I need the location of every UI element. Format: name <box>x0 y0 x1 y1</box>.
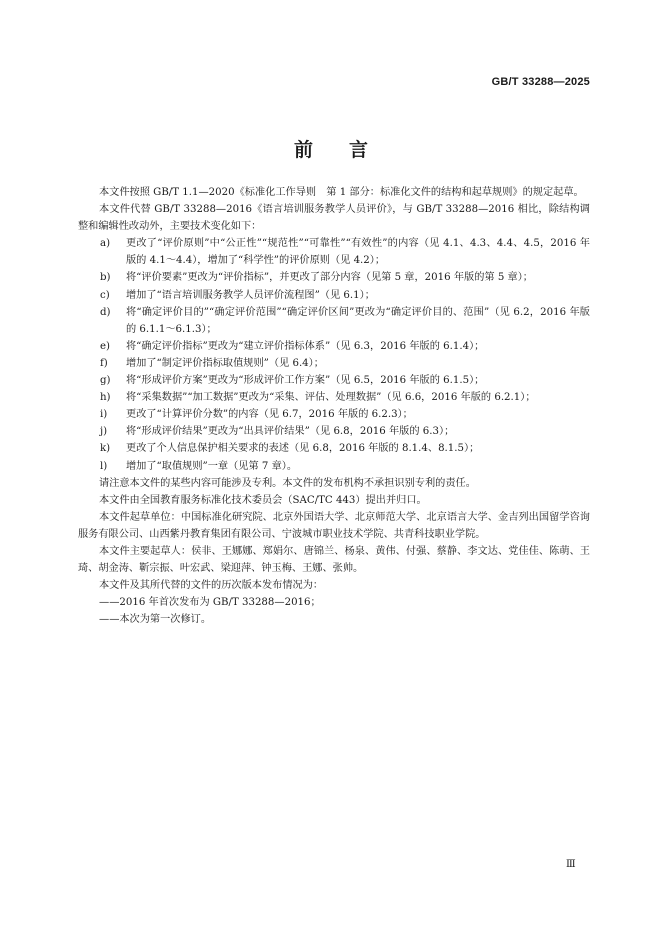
intro-paragraph-1: 本文件按照 GB/T 1.1—2020《标准化工作导则 第 1 部分：标准化文件的结构和起草规则》的规定起草。 <box>99 187 584 198</box>
list-item <box>78 440 590 457</box>
list-item-text: 更改了个人信息保护相关要求的表述（见 6.8，2016 年版的 8.1.4、8.1.5）； <box>126 443 480 455</box>
drafters-paragraph: 本文件主要起草人：侯非、王娜娜、郑娟尔、唐锦兰、杨泉、黄伟、付强、蔡静、李文达、党佳佳、陈萌、王琦、胡金涛、靳宗振、叶宏武、梁迎萍、钟玉梅、王娜、张帅。 <box>78 545 590 575</box>
list-marker: i) <box>100 409 108 421</box>
history-item: ——2016 年首次发布为 GB/T 33288—2016； <box>99 597 321 609</box>
list-item-text: 将“采集数据”“加工数据”更改为“采集、评估、处理数据”（见 6.6，2016 年版的 6.2.1）； <box>126 392 536 404</box>
list-item-text: 将“确定评价指标”更改为“建立评价指标体系”（见 6.3，2016 年版的 6.1.4）； <box>126 340 485 352</box>
history-item: ——本次为第一次修订。 <box>99 614 212 626</box>
list-item-text: 将“形成评价方案”更改为“形成评价工作方案”（见 6.5，2016 年版的 6.1.5）； <box>126 375 485 387</box>
list-marker: c) <box>100 289 110 301</box>
page-title: 前言 <box>293 139 404 161</box>
list-item <box>78 372 590 389</box>
patent-notice: 请注意本文件的某些内容可能涉及专利。本文件的发布机构不承担识别专利的责任。 <box>99 477 476 489</box>
list-marker: l) <box>100 460 108 472</box>
drafting-units-paragraph: 本文件起草单位：中国标准化研究院、北京外国语大学、北京师范大学、北京语言大学、金吉列出国留学咨询服务有限公司、山西紫丹教育集团有限公司、宁波城市职业技术学院、共青科技职业学院。 <box>78 511 590 540</box>
list-item <box>78 338 590 355</box>
page-number: Ⅲ <box>566 859 576 870</box>
list-item <box>78 355 590 372</box>
list-item-text: 更改了“计算评价分数”的内容（见 6.7，2016 年版的 6.2.3）； <box>126 409 413 421</box>
standard-code-header: GB/T 33288—2025 <box>491 76 590 88</box>
list-marker: d) <box>100 306 111 318</box>
list-marker: f) <box>100 357 108 369</box>
list-marker: g) <box>100 375 111 387</box>
list-item <box>78 458 590 475</box>
list-marker: a) <box>100 238 111 250</box>
list-item-text: 增加了“制定评价指标取值规则”（见 6.4）； <box>126 357 324 369</box>
document-body <box>78 184 590 628</box>
list-item <box>78 389 590 406</box>
list-item-text: 增加了“语言培训服务教学人员评价流程图”（见 6.1）； <box>126 289 375 301</box>
list-item <box>78 235 590 269</box>
list-item-text: 将“形成评价结果”更改为“出具评价结果”（见 6.8，2016 年版的 6.3）； <box>126 426 455 438</box>
history-intro-paragraph: 本文件及其所代替的文件的历次版本发布情况为： <box>99 580 324 592</box>
committee-paragraph: 本文件由全国教育服务标准化技术委员会（SAC/TC 443）提出并归口。 <box>99 494 427 506</box>
list-item-text: 将“确定评价目的”“确定评价范围”“确定评价区间”更改为“确定评价目的、范围”（见 6.2，2016 年版的 6.1.1～6.1.3）； <box>126 306 590 335</box>
list-marker: j) <box>100 426 108 438</box>
changes-list <box>78 235 590 474</box>
list-marker: k) <box>100 443 111 455</box>
list-item <box>78 423 590 440</box>
list-item-text: 更改了“评价原则”中“公正性”“规范性”“可靠性”“有效性”的内容（见 4.1、4.3、4.4、4.5，2016 年版的 4.1～4.4），增加了“科学性”的评价原则（见 4.2）； <box>126 238 590 267</box>
list-item <box>78 406 590 423</box>
list-marker: e) <box>100 340 111 352</box>
list-item <box>78 304 590 338</box>
list-item <box>78 269 590 286</box>
list-marker: h) <box>100 392 111 404</box>
list-marker: b) <box>100 272 111 284</box>
list-item-text: 增加了“取值规则”一章（见第 7 章）。 <box>126 460 298 472</box>
intro-paragraph-2: 本文件代替 GB/T 33288—2016《语言培训服务教学人员评价》，与 GB/T 33288—2016 相比，除结构调整和编辑性改动外，主要技术变化如下： <box>78 204 590 233</box>
list-item <box>78 287 590 304</box>
list-item-text: 将“评价要素”更改为“评价指标”，并更改了部分内容（见第 5 章，2016 年版的第 5 章）； <box>126 272 533 284</box>
